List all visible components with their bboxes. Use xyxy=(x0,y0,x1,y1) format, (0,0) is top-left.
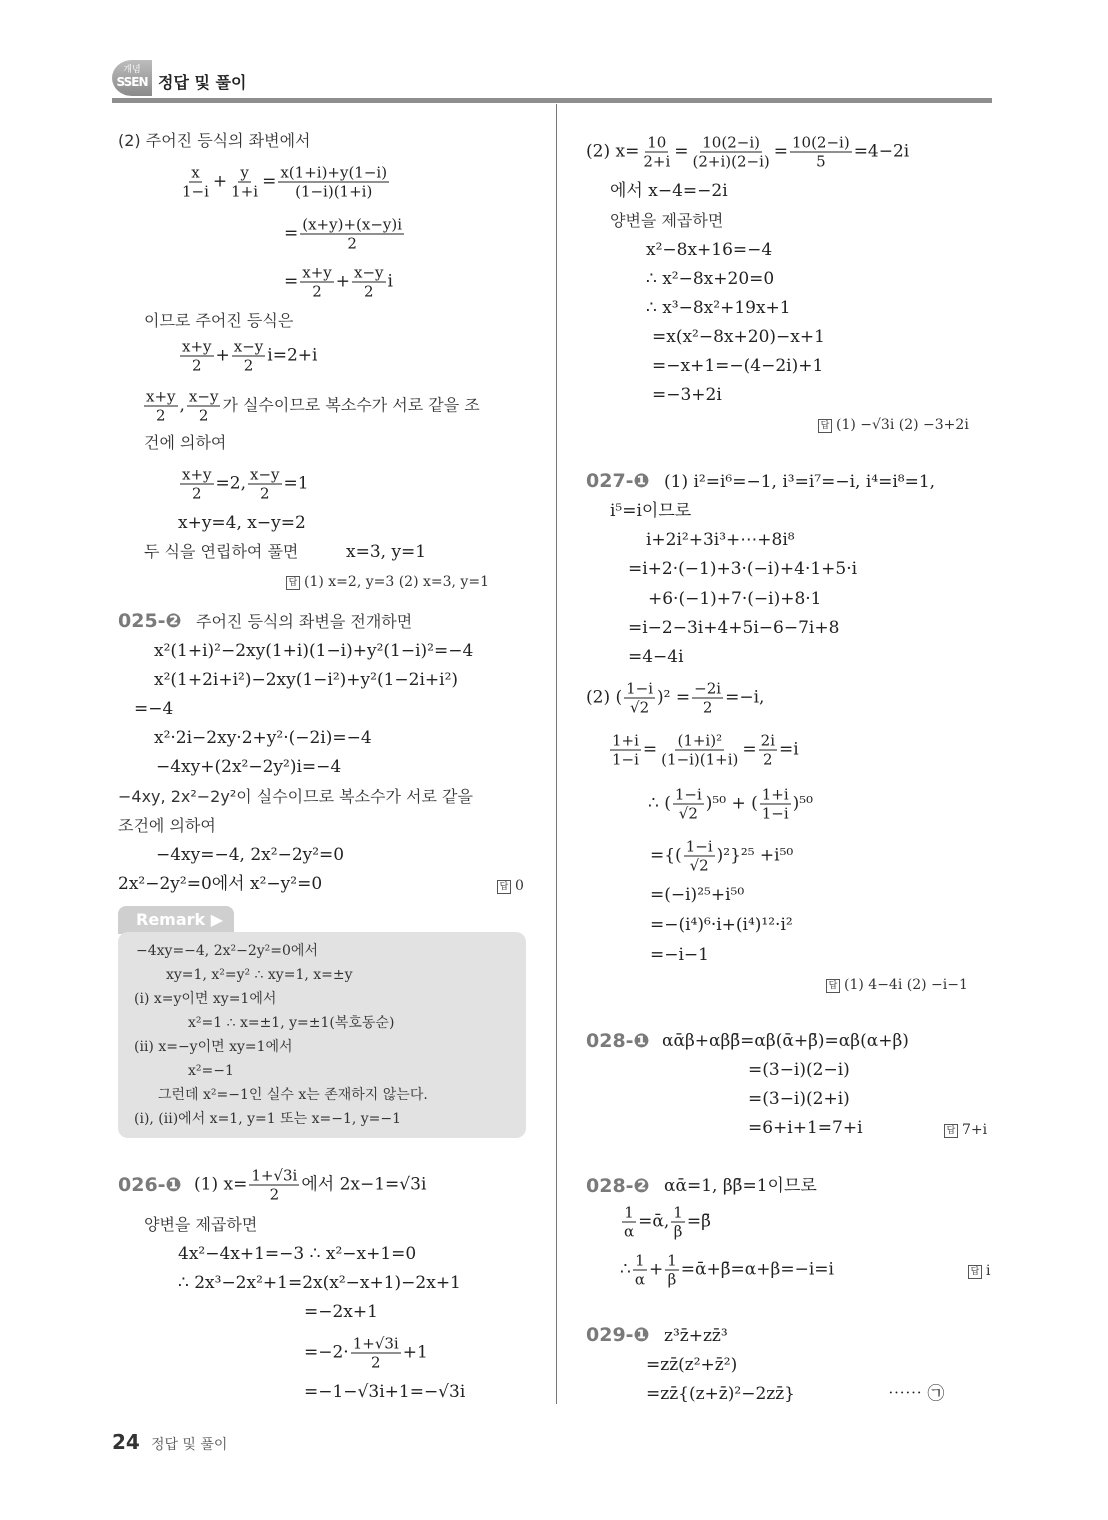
remark-line: (ⅰ), (ⅱ)에서 x=1, y=1 또는 x=−1, y=−1 xyxy=(134,1111,402,1127)
sol-025-line: 2x²−2y²=0에서 x²−y²=0 xyxy=(118,874,323,894)
operator: + xyxy=(335,271,351,292)
right-line: 양변을 제곱하면 xyxy=(610,211,724,230)
remark-box xyxy=(118,932,526,1138)
fraction xyxy=(684,838,715,875)
answer-024 xyxy=(286,571,489,593)
footer-text: 정답 및 풀이 xyxy=(150,1437,228,1453)
numerator: x(1+i)+y(1−i) xyxy=(280,163,388,182)
operator: = xyxy=(262,171,277,192)
right-line: 에서 x−4=−2i xyxy=(610,181,728,201)
denominator: 2 xyxy=(155,406,166,425)
numerator: x+y xyxy=(182,337,212,356)
fraction xyxy=(610,732,641,769)
denominator: 1−i xyxy=(612,750,639,769)
solve-result: x=3, y=1 xyxy=(346,542,427,562)
answer-text: (1) −√3i (2) −3+2i xyxy=(836,417,969,433)
numerator: 1+i xyxy=(761,785,789,804)
text: =ᾱ, xyxy=(638,1211,670,1232)
denominator: 1+i xyxy=(231,182,259,201)
sol-025-line: x²(1+2i+i²)−2xy(1−i²)+y²(1−2i+i²) xyxy=(154,670,459,690)
line-text: 가 실수이므로 복소수가 서로 같을 조 xyxy=(222,395,480,415)
denominator: 2 xyxy=(364,282,374,301)
fraction xyxy=(633,1252,647,1289)
sol-0281-line: =(3−i)(2+i) xyxy=(748,1089,850,1109)
text: ∴ xyxy=(620,1259,631,1280)
sol-027-line: i+2i²+3i³+⋯+8i⁸ xyxy=(646,530,795,550)
numerator: 10(2−i) xyxy=(791,133,850,152)
header-title: 정답 및 풀이 xyxy=(158,73,247,92)
numerator: x+y xyxy=(182,465,212,484)
sol-025-line: −4xy, 2x²−2y²이 실수이므로 복소수가 서로 같을 xyxy=(118,787,473,806)
denominator: (1−i)(1+i) xyxy=(661,750,739,769)
sol-027-eq-b xyxy=(608,732,799,769)
fraction xyxy=(665,1252,679,1289)
fraction xyxy=(692,680,723,717)
numerator: 1+√3i xyxy=(251,1166,298,1185)
text: (2) x= xyxy=(586,141,640,162)
logo-bottom: SSEN xyxy=(116,75,148,89)
answer-mark: 답 xyxy=(497,880,511,894)
problem-text-025: 주어진 등식의 좌변을 전개하면 xyxy=(196,612,413,631)
operator: = xyxy=(642,739,658,760)
denominator: √2 xyxy=(678,804,698,823)
numerator: 1−i xyxy=(685,837,713,856)
right-line: =−x+1=−(4−2i)+1 xyxy=(652,356,824,376)
sol-025-line: 조건에 의하여 xyxy=(118,816,216,835)
sol-026-line-frac xyxy=(304,1335,428,1372)
text: =4−2i xyxy=(853,141,910,162)
remark-line: (ⅰ) x=y이면 xy=1에서 xyxy=(134,991,277,1007)
problem-heading-028-2: 028-❷ xyxy=(586,1175,650,1197)
header-rule xyxy=(112,98,992,103)
operator: + xyxy=(212,171,228,192)
text: +1 xyxy=(402,1342,428,1363)
numerator: 1 xyxy=(667,1251,677,1270)
sol-026-line: =−1−√3i+1=−√3i xyxy=(304,1382,466,1402)
operator: + xyxy=(648,1259,664,1280)
sol-027-line: +6·(−1)+7·(−i)+8·1 xyxy=(648,589,822,609)
sol-026-line: 양변을 제곱하면 xyxy=(144,1215,258,1234)
answer-025 xyxy=(497,875,524,897)
problem-text-029: z³z̄+zz̄³ xyxy=(664,1326,728,1346)
denominator: 2+i xyxy=(643,152,671,171)
sol-025-line: x²(1+i)²−2xy(1+i)(1−i)+y²(1−i)²=−4 xyxy=(154,641,474,661)
numerator: x+y xyxy=(146,387,176,406)
text: )⁵⁰ xyxy=(792,793,813,814)
sol-026-line: 4x²−4x+1=−3 ∴ x²−x+1=0 xyxy=(178,1244,417,1264)
text: ∴ ( xyxy=(648,793,671,814)
denominator: 2 xyxy=(243,356,254,375)
denominator: β xyxy=(673,1222,683,1241)
fraction xyxy=(673,786,704,823)
numerator: 1−i xyxy=(674,785,702,804)
problem-heading-026: 026-❶ xyxy=(118,1174,182,1196)
denominator: (1−i)(1+i) xyxy=(295,182,373,201)
fraction xyxy=(671,1204,685,1241)
denominator: √2 xyxy=(630,698,650,717)
sol-029-line: =zz̄{(z+z̄)²−2zz̄} xyxy=(646,1384,795,1404)
eq-line-6: x+y=4, x−y=2 xyxy=(178,513,306,533)
problem-heading-029: 029-❶ xyxy=(586,1324,650,1346)
answer-text: (1) x=2, y=3 (2) x=3, y=1 xyxy=(304,574,489,590)
numerator: 10(2−i) xyxy=(702,133,760,152)
sol-027-line: =−i−1 xyxy=(650,945,709,965)
remark-line: −4xy=−4, 2x²−2y²=0에서 xyxy=(136,943,318,959)
sol-025-line: =−4 xyxy=(134,699,174,719)
sol-027-line: =(−i)²⁵+i⁵⁰ xyxy=(650,885,745,905)
fraction xyxy=(300,216,404,253)
eq-line-2 xyxy=(284,216,406,253)
remark-line: x²=−1 xyxy=(188,1063,234,1079)
fraction xyxy=(229,164,260,201)
numerator: 1 xyxy=(673,1203,683,1222)
right-line: =−3+2i xyxy=(652,385,722,405)
text: )² = xyxy=(657,687,691,708)
answer-028-2 xyxy=(968,1260,990,1282)
operator: + xyxy=(215,345,230,366)
denominator: 2 xyxy=(702,698,713,717)
brand-logo xyxy=(112,60,152,96)
denominator: 2 xyxy=(347,234,357,253)
sol-025-line: −4xy+(2x²−2y²)i=−4 xyxy=(156,757,342,777)
text: =β̄ xyxy=(686,1211,711,1232)
answer-027 xyxy=(826,974,968,996)
answer-text: 7+i xyxy=(962,1122,988,1138)
sol-0281-line: =6+i+1=7+i xyxy=(748,1118,863,1138)
sol-026-line: ∴ 2x³−2x²+1=2x(x²−x+1)−2x+1 xyxy=(178,1273,461,1293)
denominator: (2+i)(2−i) xyxy=(692,152,770,171)
page-header xyxy=(112,56,992,102)
numerator: y xyxy=(240,163,249,182)
remark-line: x²=1 ∴ x=±1, y=±1(복호동순) xyxy=(188,1015,395,1031)
comma: , xyxy=(179,395,185,416)
answer-028-1 xyxy=(944,1119,987,1141)
eq-line-4 xyxy=(178,338,317,375)
sol-0281-line: αᾱβ+αββ̄=αβ(ᾱ+β̄)=αβ(α+β) xyxy=(662,1031,909,1051)
numerator: x+y xyxy=(302,263,332,282)
eq-line-5 xyxy=(178,466,309,503)
numerator: (1+i)² xyxy=(677,731,723,750)
sol-027-eq-d xyxy=(650,838,793,875)
text: =i xyxy=(779,739,799,760)
sol-027-eq-c xyxy=(648,786,813,823)
operator: = xyxy=(773,141,788,162)
problem-heading-027: 027-❶ xyxy=(586,470,650,492)
sol-0282-eq-a xyxy=(620,1204,711,1241)
remark-line: xy=1, x²=y² ∴ xy=1, x=±y xyxy=(166,967,353,983)
eq-line-3 xyxy=(284,264,393,301)
text: )⁵⁰ + ( xyxy=(705,793,758,814)
answer-text: 0 xyxy=(515,878,524,894)
numerator: 1+i xyxy=(612,731,639,750)
text: =−i, xyxy=(725,687,765,708)
sol-029-line: =zz̄(z²+z̄²) xyxy=(646,1355,738,1375)
text-given: 이므로 주어진 등식은 xyxy=(144,311,294,330)
fraction xyxy=(622,1204,636,1241)
problem-heading-025: 025-❷ xyxy=(118,610,182,632)
sol-027-line: =i+2·(−1)+3·(−i)+4·1+5·i xyxy=(628,559,858,579)
fraction xyxy=(641,134,672,171)
text: =−2· xyxy=(304,1342,349,1363)
answer-mark: 답 xyxy=(286,576,300,590)
denominator: 2 xyxy=(191,484,202,503)
page-footer xyxy=(112,1430,227,1454)
denominator: √2 xyxy=(689,856,709,875)
denominator: 2 xyxy=(370,1353,381,1372)
sol-0282-eq-b xyxy=(620,1252,834,1289)
tail: i=2+i xyxy=(267,345,318,366)
fraction xyxy=(187,388,221,425)
p2-intro: (2) 주어진 등식의 좌변에서 xyxy=(118,131,311,150)
denominator: 2 xyxy=(191,356,202,375)
numerator: −2i xyxy=(694,679,722,698)
mid: =2, xyxy=(215,473,246,494)
problem-text-028-2: αᾱ=1, ββ̄=1이므로 xyxy=(664,1176,817,1196)
numerator: x xyxy=(191,163,200,182)
fraction xyxy=(760,786,791,823)
fraction xyxy=(144,388,178,425)
sol-027-line: i⁵=i이므로 xyxy=(610,501,692,521)
sol-025-line: −4xy=−4, 2x²−2y²=0 xyxy=(156,845,345,865)
sol-029-mark: ⋯⋯ ㉠ xyxy=(888,1384,945,1404)
text: (1) x= xyxy=(194,1174,248,1195)
numerator: 1 xyxy=(635,1251,645,1270)
fraction xyxy=(624,680,655,717)
line-cond: 건에 의하여 xyxy=(144,433,227,452)
fraction xyxy=(300,264,334,301)
tail: i xyxy=(387,271,393,292)
sol-026-line: =−2x+1 xyxy=(304,1302,378,1322)
answer-mark: 답 xyxy=(968,1265,982,1279)
text: 에서 2x−1=√3i xyxy=(301,1174,427,1195)
denominator: 2 xyxy=(198,406,209,425)
fraction xyxy=(790,134,852,171)
problem-text-027: (1) i²=i⁶=−1, i³=i⁷=−i, i⁴=i⁸=1, xyxy=(664,472,936,492)
right-line: ∴ x²−8x+20=0 xyxy=(646,269,775,289)
operator: = xyxy=(284,223,299,244)
fraction xyxy=(180,338,214,375)
fraction xyxy=(691,134,772,171)
numerator: x−y xyxy=(233,337,264,356)
numerator: 1+√3i xyxy=(352,1334,399,1353)
sol-025-line: x²·2i−2xy·2+y²·(−2i)=−4 xyxy=(154,728,372,748)
right-line: ∴ x³−8x²+19x+1 xyxy=(646,298,791,318)
sol-027-line: =−(i⁴)⁶·i+(i⁴)¹²·i² xyxy=(650,915,793,935)
column-divider xyxy=(556,104,557,1404)
line-real xyxy=(142,388,480,425)
denominator: 5 xyxy=(816,152,826,171)
denominator: 2 xyxy=(259,484,270,503)
problem-heading-028-1: 028-❶ xyxy=(586,1030,650,1052)
fraction xyxy=(180,164,211,201)
numerator: 1 xyxy=(624,1203,634,1222)
fraction xyxy=(232,338,266,375)
operator: = xyxy=(674,141,689,162)
numerator: 10 xyxy=(647,133,667,152)
sol-027-eq-a xyxy=(586,680,764,717)
numerator: (x+y)+(x−y)i xyxy=(302,215,403,234)
remark-line: (ⅱ) x=−y이면 xy=1에서 xyxy=(134,1039,293,1055)
tail: =1 xyxy=(283,473,309,494)
fraction xyxy=(659,732,740,769)
eq-line-1 xyxy=(178,164,391,201)
fraction xyxy=(278,164,389,201)
page-number: 24 xyxy=(112,1430,140,1454)
fraction xyxy=(759,732,777,769)
remark-label: Remark ▶ xyxy=(118,906,234,934)
denominator: α xyxy=(624,1222,635,1241)
operator: = xyxy=(284,271,299,292)
answer-mark: 답 xyxy=(826,979,840,993)
right-line: =x(x²−8x+20)−x+1 xyxy=(652,327,825,347)
text: =ᾱ+β̄=α+β=−i=i xyxy=(680,1259,834,1280)
text: )²}²⁵ +i⁵⁰ xyxy=(716,845,794,866)
sol-0281-line: =(3−i)(2−i) xyxy=(748,1060,850,1080)
answer-mark: 답 xyxy=(818,419,832,433)
numerator: 2i xyxy=(760,731,775,750)
numerator: x−y xyxy=(354,263,384,282)
fraction xyxy=(249,1167,299,1204)
sol-027-line: =i−2−3i+4+5i−6−7i+8 xyxy=(628,618,840,638)
fraction xyxy=(352,264,386,301)
remark-line: 그런데 x²=−1인 실수 x는 존재하지 않는다. xyxy=(158,1087,428,1103)
denominator: 2 xyxy=(763,750,773,769)
fraction xyxy=(248,466,282,503)
denominator: α xyxy=(634,1270,645,1289)
denominator: 1−i xyxy=(761,804,789,823)
answer-026 xyxy=(818,414,969,436)
sol-027-line: =4−4i xyxy=(628,647,684,667)
right-eq-1 xyxy=(586,134,909,171)
denominator: 2 xyxy=(312,282,322,301)
numerator: x−y xyxy=(249,465,280,484)
right-line: x²−8x+16=−4 xyxy=(646,240,773,260)
logo-top: 개념 xyxy=(123,65,141,75)
problem-text-026 xyxy=(194,1167,426,1204)
solve-text: 두 식을 연립하여 풀면 xyxy=(144,542,299,561)
answer-text: (1) 4−4i (2) −i−1 xyxy=(844,977,968,993)
operator: = xyxy=(742,739,757,760)
answer-text: i xyxy=(986,1263,991,1279)
answer-mark: 답 xyxy=(944,1124,958,1138)
denominator: β xyxy=(667,1270,677,1289)
fraction xyxy=(351,1335,401,1372)
denominator: 2 xyxy=(269,1185,280,1204)
fraction xyxy=(180,466,214,503)
numerator: 1−i xyxy=(626,679,654,698)
text: ={( xyxy=(650,845,682,866)
text: (2) ( xyxy=(586,687,623,708)
denominator: 1−i xyxy=(182,182,209,201)
numerator: x−y xyxy=(188,387,219,406)
